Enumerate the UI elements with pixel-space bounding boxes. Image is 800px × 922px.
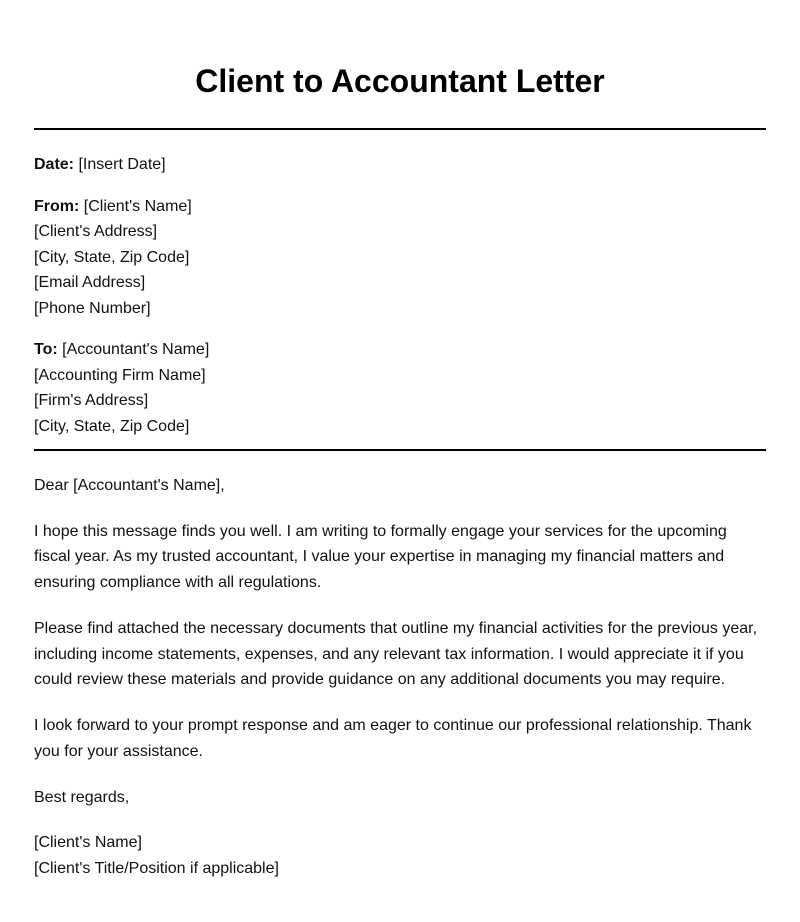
top-divider	[34, 128, 766, 130]
signature-title: [Client's Title/Position if applicable]	[34, 859, 279, 877]
sender-email: [Email Address]	[34, 274, 146, 291]
date-label: Date:	[34, 156, 75, 173]
recipient-name: [Accountant's Name]	[57, 341, 210, 358]
closing: Best regards,	[34, 788, 130, 806]
sender-block	[34, 194, 766, 322]
sender-name-line	[34, 194, 766, 220]
recipient-firm: [Accounting Firm Name]	[34, 366, 206, 384]
recipient-block	[34, 337, 766, 439]
body-paragraph-2: Please find attached the necessary documents that outline my financial activities for the previous year, including income statements, expenses, and any relevant tax information. I would appreciate it if you could review these materials and provide guidance on any additional documents you may require.	[34, 619, 758, 689]
to-label: To:	[34, 341, 58, 358]
recipient-name-line	[34, 337, 766, 363]
recipient-city: [City, State, Zip Code]	[34, 417, 190, 435]
sender-city: [City, State, Zip Code]	[34, 248, 190, 266]
date-value: [Insert Date]	[74, 156, 166, 173]
body-paragraph-1: I hope this message finds you well. I am writing to formally engage your services for the upcoming fiscal year. As my trusted accountant, I value your expertise in managing my financial matters and ensuring compliance with all regulations.	[34, 522, 727, 592]
from-label: From:	[34, 197, 80, 215]
signature-block	[34, 830, 766, 881]
page-title: Client to Accountant Letter	[195, 63, 605, 99]
recipient-address: [Firm's Address]	[34, 392, 149, 409]
sender-name: [Client's Name]	[79, 197, 192, 215]
signature-name: [Client's Name]	[34, 834, 142, 852]
date-line	[34, 152, 766, 178]
date-block	[34, 152, 766, 178]
body-paragraph-3: I look forward to your prompt response and am eager to continue our professional relationship. Thank you for your assistance.	[34, 717, 752, 761]
salutation: Dear [Accountant's Name],	[34, 477, 225, 494]
sender-phone: [Phone Number]	[34, 299, 151, 317]
middle-divider	[34, 449, 766, 451]
sender-address: [Client's Address]	[34, 223, 158, 240]
